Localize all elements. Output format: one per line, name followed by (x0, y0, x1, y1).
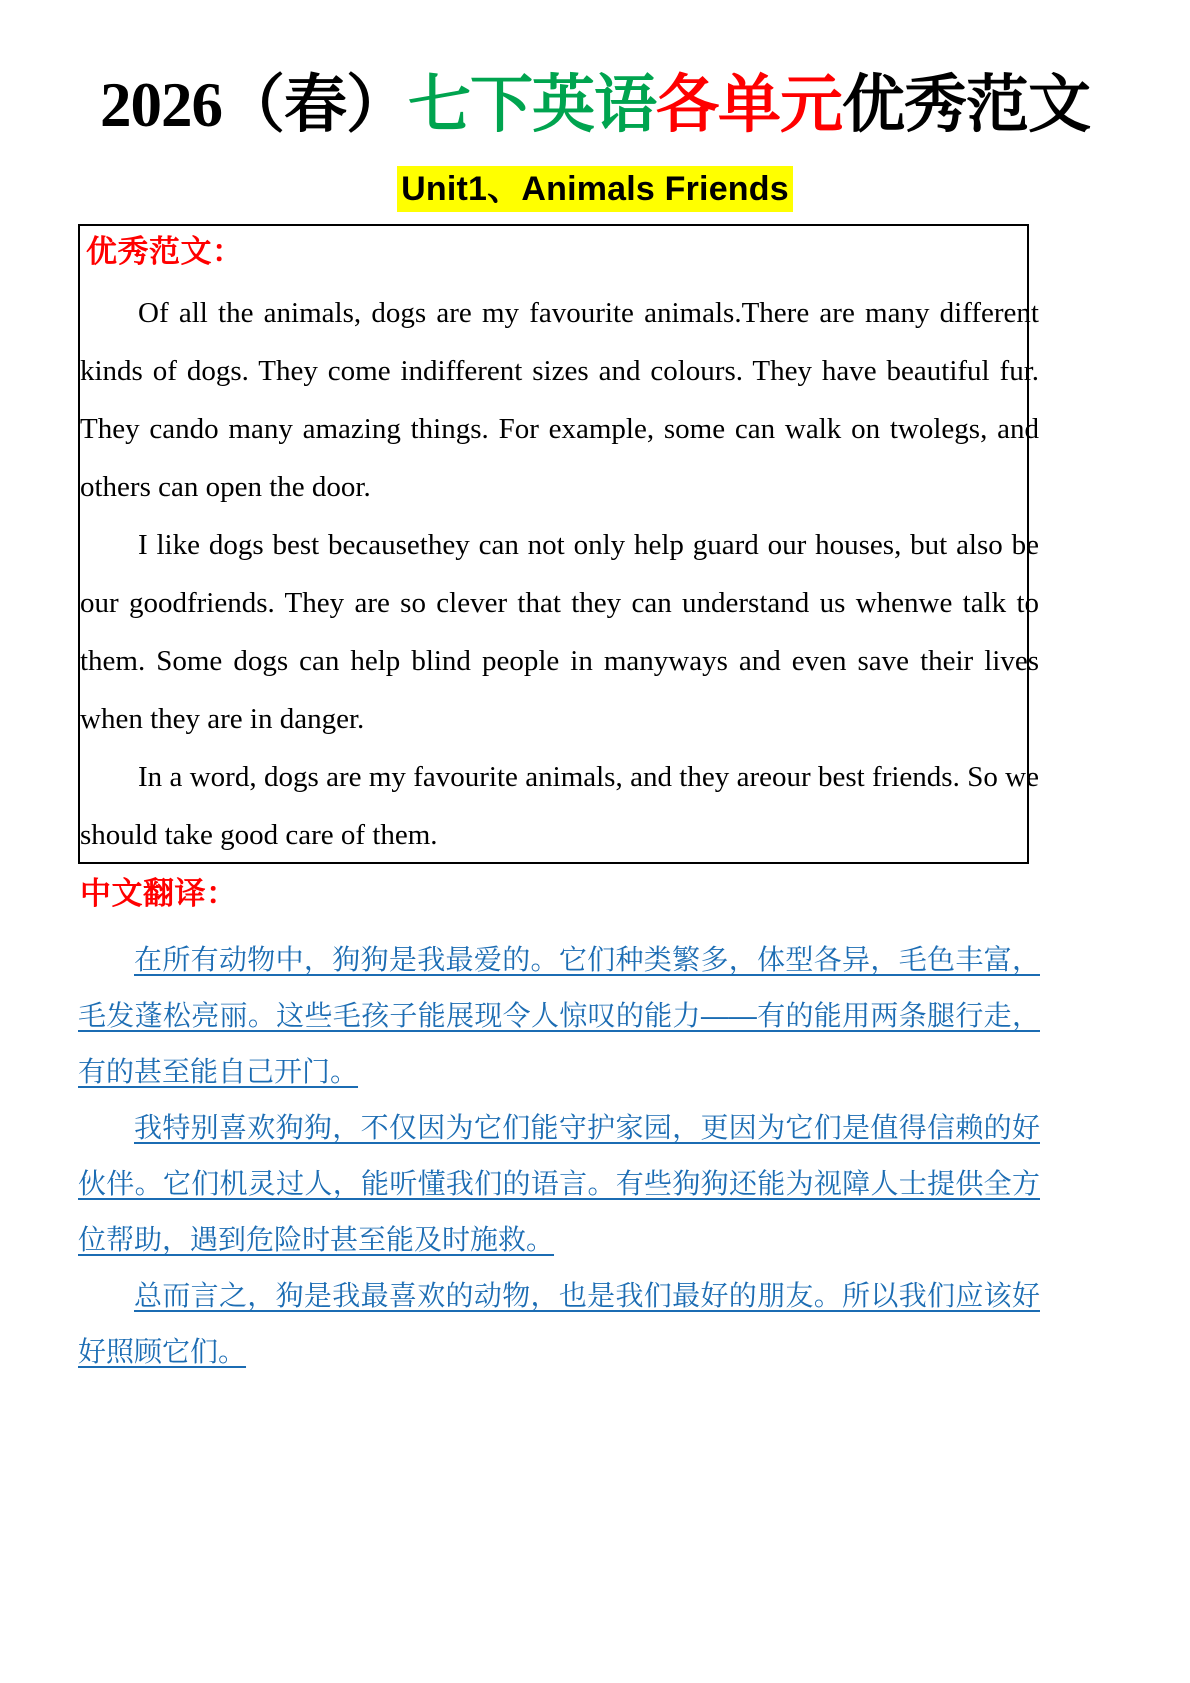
essay-paragraph: In a word, dogs are my favourite animals, and they areour best friends. So we should take good care of them. (80, 761, 1039, 851)
title-segment-essays: 优秀范文 (842, 70, 1090, 140)
essay-box (78, 224, 1039, 864)
translation-paragraph (78, 932, 1040, 1100)
page-title (0, 66, 1190, 144)
translation-label: 中文翻译： (80, 876, 238, 911)
translation-paragraph-text: 我特别喜欢狗狗，不仅因为它们能守护家园，更因为它们是值得信赖的好伙伴。它们机灵过人，能听懂我们的语言。有些狗狗还能为视障人士提供全方位帮助，遇到危险时甚至能及时施救。 (78, 1112, 1040, 1255)
translation-paragraph-text: 总而言之，狗是我最喜欢的动物，也是我们最好的朋友。所以我们应该好好照顾它们。 (78, 1280, 1040, 1367)
translation-paragraph-text: 在所有动物中，狗狗是我最爱的。它们种类繁多，体型各异，毛色丰富，毛发蓬松亮丽。这些毛孩子能展现令人惊叹的能力——有的能用两条腿行走，有的甚至能自己开门。 (78, 944, 1040, 1087)
essay-label: 优秀范文： (86, 234, 244, 269)
essay-paragraph: Of all the animals, dogs are my favourite animals.There are many different kinds of dogs. They come indifferent sizes and colours. They have beautiful fur. They cando many amazing things. For example, some can walk on twolegs, and others can open the door. (80, 297, 1039, 503)
translation-paragraph (78, 1268, 1040, 1380)
translation-paragraph (78, 1100, 1040, 1268)
title-segment-year: 2026（春） (100, 70, 408, 140)
translation-body (78, 932, 1040, 1380)
title-segment-subject: 七下英语 (408, 70, 656, 140)
title-segment-units: 各单元 (656, 70, 842, 140)
unit-heading: Unit1、Animals Friends (397, 166, 793, 212)
essay-paragraph: I like dogs best becausethey can not only help guard our houses, but also be our goodfriends. They are so clever that they can understand us whenwe talk to them. Some dogs can help blind people in manyways and even save their lives when they are in danger. (80, 529, 1039, 735)
unit-heading-row (0, 166, 1190, 212)
essay-body (78, 284, 1041, 864)
